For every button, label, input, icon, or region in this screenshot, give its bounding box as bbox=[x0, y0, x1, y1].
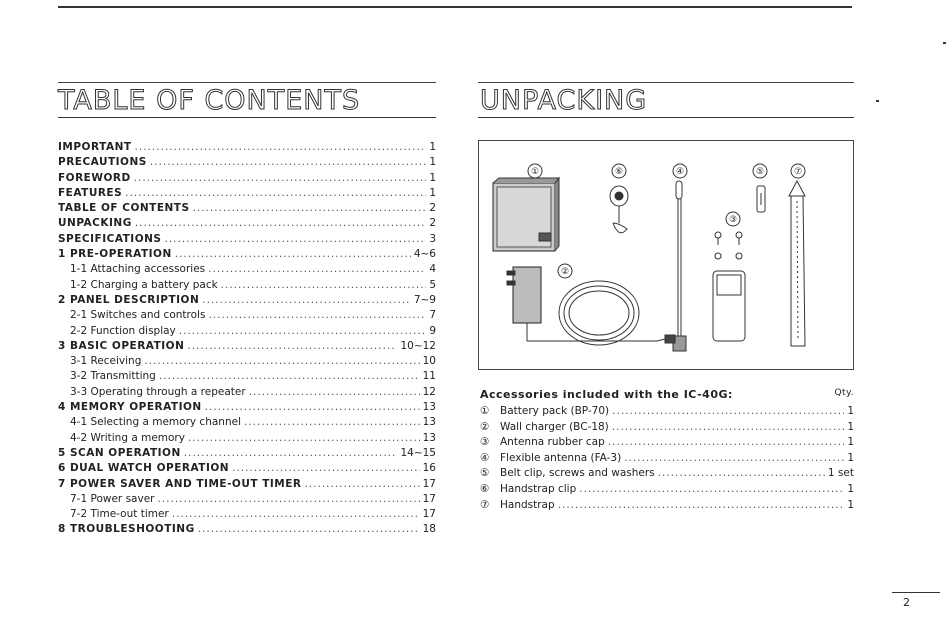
toc-entry-page: 17 bbox=[422, 477, 436, 490]
accessory-leader-dots bbox=[612, 420, 845, 436]
toc-entry-label: PRECAUTIONS bbox=[58, 156, 147, 169]
figure-label: ① bbox=[530, 167, 540, 177]
toc-entry-label: 1-1 Attaching accessories bbox=[70, 263, 206, 276]
toc-leader-dots bbox=[249, 385, 420, 400]
toc-entry-page: 7~9 bbox=[413, 293, 436, 306]
toc-entry-label: 4-2 Writing a memory bbox=[70, 431, 185, 444]
toc-title-underline bbox=[58, 117, 436, 118]
toc-title: TABLE OF CONTENTS bbox=[58, 85, 361, 116]
accessory-number: ⑦ bbox=[480, 498, 490, 511]
toc-entry-label: 7 POWER SAVER AND TIME-OUT TIMER bbox=[58, 477, 302, 490]
toc-entry-page: 1 bbox=[429, 171, 436, 184]
accessory-item bbox=[480, 451, 854, 467]
toc-entry-page: 1 bbox=[429, 186, 436, 199]
table-of-contents bbox=[58, 140, 436, 538]
toc-entry-page: 2 bbox=[429, 217, 436, 230]
toc-leader-dots bbox=[232, 461, 420, 476]
toc-entry-label: 5 SCAN OPERATION bbox=[58, 446, 181, 459]
accessory-qty: 1 bbox=[847, 498, 854, 511]
toc-entry-label: FOREWORD bbox=[58, 171, 131, 184]
toc-entry-label: 1 PRE-OPERATION bbox=[58, 248, 172, 261]
toc-entry-label: 1-2 Charging a battery pack bbox=[70, 278, 218, 291]
accessory-qty: 1 bbox=[847, 482, 854, 495]
toc-entry-page: 2 bbox=[429, 202, 436, 215]
toc-leader-dots bbox=[175, 247, 411, 262]
toc-leader-dots bbox=[184, 446, 398, 461]
accessory-leader-dots bbox=[612, 404, 844, 420]
scan-speck bbox=[943, 42, 946, 44]
toc-entry-page: 13 bbox=[422, 416, 436, 429]
toc-leader-dots bbox=[244, 415, 420, 430]
accessory-label: Handstrap clip bbox=[500, 482, 577, 495]
toc-entry-label: 3-2 Transmitting bbox=[70, 370, 156, 383]
toc-entry-label: 6 DUAL WATCH OPERATION bbox=[58, 462, 230, 475]
toc-leader-dots bbox=[208, 308, 426, 323]
accessory-qty: 1 bbox=[847, 436, 854, 449]
toc-leader-dots bbox=[125, 186, 426, 201]
unpacking-section-rule bbox=[478, 82, 854, 83]
toc-entry-label: 4-1 Selecting a memory channel bbox=[70, 416, 241, 429]
toc-entry-label: 3-1 Receiving bbox=[70, 355, 142, 368]
toc-entry bbox=[58, 308, 436, 323]
accessory-label: Handstrap bbox=[500, 498, 555, 511]
scan-speck bbox=[876, 100, 879, 102]
toc-entry-label: TABLE OF CONTENTS bbox=[58, 202, 190, 215]
accessory-item bbox=[480, 466, 854, 482]
toc-leader-dots bbox=[144, 354, 419, 369]
belt-clip-drawing bbox=[713, 186, 765, 341]
handstrap-drawing bbox=[789, 181, 805, 346]
accessory-item bbox=[480, 498, 854, 514]
toc-entry bbox=[58, 385, 436, 400]
toc-entry-page: 9 bbox=[429, 324, 436, 337]
toc-entry bbox=[58, 415, 436, 430]
toc-entry bbox=[58, 171, 436, 186]
toc-entry-page: 1 bbox=[429, 156, 436, 169]
figure-label: ⑥ bbox=[614, 167, 624, 177]
toc-entry-label: 4 MEMORY OPERATION bbox=[58, 401, 202, 414]
toc-entry-label: 8 TROUBLESHOOTING bbox=[58, 523, 195, 536]
toc-entry-page: 12 bbox=[422, 385, 436, 398]
toc-entry-page: 14~15 bbox=[400, 446, 436, 459]
toc-entry-page: 17 bbox=[422, 492, 436, 505]
accessory-label: Antenna rubber cap bbox=[500, 436, 605, 449]
toc-leader-dots bbox=[157, 492, 419, 507]
toc-entry bbox=[58, 522, 436, 537]
page-number: 2 bbox=[903, 596, 910, 609]
toc-leader-dots bbox=[205, 400, 420, 415]
accessory-item bbox=[480, 420, 854, 436]
toc-entry bbox=[58, 431, 436, 446]
toc-entry-label: 3-3 Operating through a repeater bbox=[70, 385, 246, 398]
accessory-leader-dots bbox=[624, 451, 844, 467]
unpacking-title: UNPACKING bbox=[480, 85, 648, 116]
toc-entry bbox=[58, 446, 436, 461]
accessory-leader-dots bbox=[608, 435, 845, 451]
battery-pack-drawing bbox=[493, 178, 559, 251]
toc-entry-label: 7-1 Power saver bbox=[70, 492, 155, 505]
accessory-label: Flexible antenna (FA-3) bbox=[500, 451, 622, 464]
rubber-cap-drawing bbox=[610, 186, 628, 233]
accessory-qty: 1 bbox=[847, 451, 854, 464]
toc-entry-page: 7 bbox=[429, 309, 436, 322]
toc-entry bbox=[58, 492, 436, 507]
toc-entry-label: 3 BASIC OPERATION bbox=[58, 339, 185, 352]
figure-label: ④ bbox=[675, 167, 685, 177]
accessory-leader-dots bbox=[558, 498, 845, 514]
toc-entry-page: 3 bbox=[429, 232, 436, 245]
toc-entry bbox=[58, 477, 436, 492]
flexible-antenna-drawing bbox=[673, 181, 686, 351]
toc-leader-dots bbox=[159, 369, 420, 384]
toc-entry-label: IMPORTANT bbox=[58, 141, 132, 153]
toc-leader-dots bbox=[208, 262, 426, 277]
accessory-number: ④ bbox=[480, 451, 490, 464]
toc-leader-dots bbox=[198, 522, 420, 537]
accessory-number: ③ bbox=[480, 436, 490, 449]
figure-label: ③ bbox=[728, 215, 738, 225]
toc-entry bbox=[58, 247, 436, 262]
toc-entry bbox=[58, 324, 436, 339]
accessories-heading-text: Accessories included with the IC-40G: bbox=[480, 388, 733, 401]
toc-entry bbox=[58, 369, 436, 384]
figure-label: ② bbox=[560, 267, 570, 277]
accessory-item bbox=[480, 404, 854, 420]
toc-entry bbox=[58, 507, 436, 522]
toc-entry-page: 4 bbox=[429, 263, 436, 276]
accessory-number: ② bbox=[480, 420, 490, 433]
toc-leader-dots bbox=[135, 216, 426, 231]
wall-charger-drawing bbox=[507, 267, 675, 345]
toc-entry bbox=[58, 461, 436, 476]
toc-entry-page: 10~12 bbox=[400, 339, 436, 352]
toc-entry bbox=[58, 201, 436, 216]
toc-entry-page: 10 bbox=[422, 355, 436, 368]
toc-entry bbox=[58, 293, 436, 308]
toc-entry-page: 13 bbox=[422, 401, 436, 414]
toc-entry bbox=[58, 339, 436, 354]
top-rule bbox=[58, 6, 852, 8]
accessory-item bbox=[480, 435, 854, 451]
accessory-label: Battery pack (BP-70) bbox=[500, 405, 610, 417]
toc-entry-page: 16 bbox=[422, 462, 436, 475]
accessory-label: Wall charger (BC-18) bbox=[500, 420, 609, 433]
accessory-number: ① bbox=[480, 405, 490, 417]
accessory-leader-dots bbox=[579, 482, 844, 498]
toc-entry-label: 7-2 Time-out timer bbox=[70, 508, 169, 521]
accessory-item bbox=[480, 482, 854, 498]
toc-entry-page: 1 bbox=[429, 141, 436, 153]
accessories-illustration bbox=[478, 140, 854, 370]
toc-entry bbox=[58, 140, 436, 155]
accessory-leader-dots bbox=[658, 466, 825, 482]
toc-entry bbox=[58, 186, 436, 201]
toc-entry-label: 2-1 Switches and controls bbox=[70, 309, 206, 322]
toc-entry-page: 5 bbox=[429, 278, 436, 291]
toc-entry-label: 2-2 Function display bbox=[70, 324, 176, 337]
qty-label: Qty. bbox=[834, 388, 854, 398]
toc-leader-dots bbox=[187, 339, 397, 354]
toc-leader-dots bbox=[202, 293, 411, 308]
toc-entry-page: 4~6 bbox=[413, 248, 436, 261]
figure-label: ⑤ bbox=[755, 167, 765, 177]
toc-leader-dots bbox=[172, 507, 420, 522]
toc-leader-dots bbox=[193, 201, 427, 216]
accessories-list bbox=[480, 404, 854, 513]
accessory-qty: 1 bbox=[847, 405, 854, 417]
toc-entry bbox=[58, 262, 436, 277]
toc-entry-page: 17 bbox=[422, 508, 436, 521]
toc-entry bbox=[58, 155, 436, 170]
toc-leader-dots bbox=[188, 431, 420, 446]
accessories-drawing bbox=[479, 141, 855, 371]
unpacking-title-underline bbox=[478, 117, 854, 118]
figure-label: ⑦ bbox=[793, 167, 803, 177]
toc-entry bbox=[58, 232, 436, 247]
toc-leader-dots bbox=[179, 324, 427, 339]
page-number-rule bbox=[892, 592, 940, 593]
accessories-heading bbox=[480, 388, 854, 404]
accessory-number: ⑤ bbox=[480, 467, 490, 480]
toc-entry-page: 18 bbox=[422, 523, 436, 536]
toc-entry-label: SPECIFICATIONS bbox=[58, 232, 162, 245]
accessory-qty: 1 bbox=[847, 420, 854, 433]
toc-leader-dots bbox=[304, 477, 419, 492]
toc-entry-label: FEATURES bbox=[58, 186, 123, 199]
toc-entry bbox=[58, 354, 436, 369]
toc-leader-dots bbox=[164, 232, 426, 247]
toc-entry-label: UNPACKING bbox=[58, 217, 132, 230]
toc-entry-label: 2 PANEL DESCRIPTION bbox=[58, 293, 200, 306]
toc-entry bbox=[58, 216, 436, 231]
accessory-number: ⑥ bbox=[480, 482, 490, 495]
toc-leader-dots bbox=[135, 140, 427, 155]
toc-leader-dots bbox=[150, 155, 426, 170]
accessory-label: Belt clip, screws and washers bbox=[500, 467, 655, 480]
toc-section-rule bbox=[58, 82, 436, 83]
toc-entry-page: 11 bbox=[422, 370, 436, 383]
toc-leader-dots bbox=[221, 278, 427, 293]
toc-entry bbox=[58, 400, 436, 415]
accessory-qty: 1 set bbox=[827, 467, 854, 480]
toc-entry bbox=[58, 278, 436, 293]
toc-leader-dots bbox=[134, 171, 427, 186]
toc-entry-page: 13 bbox=[422, 431, 436, 444]
